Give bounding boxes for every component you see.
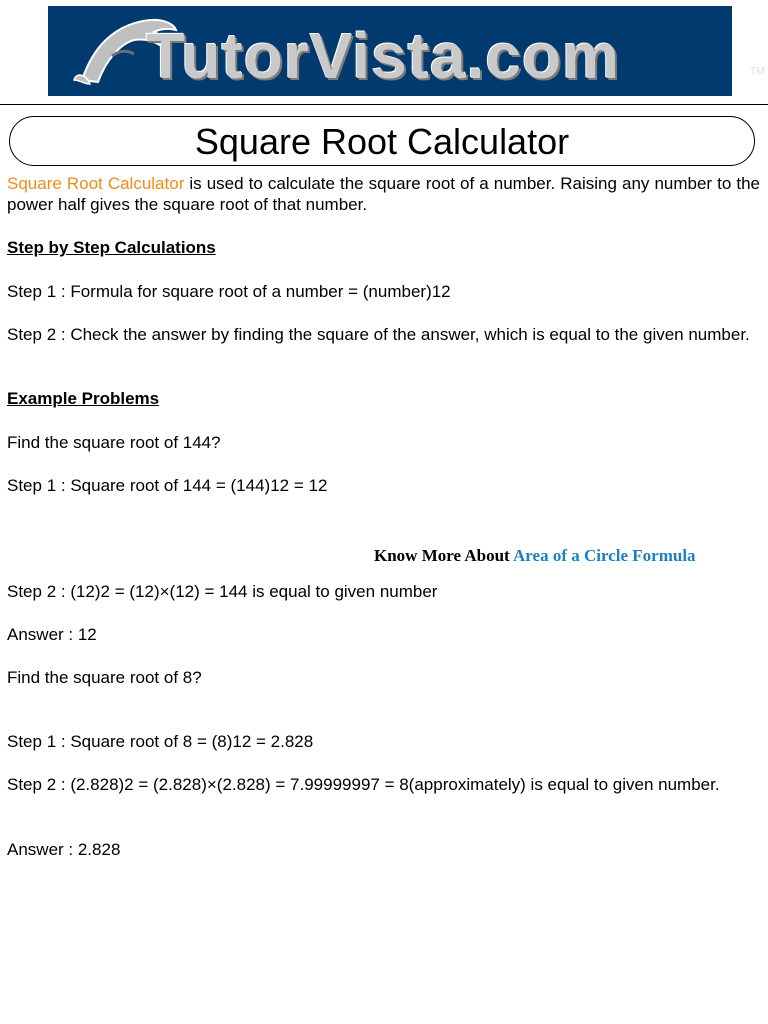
example-1-question: Find the square root of 144? <box>7 433 221 452</box>
formula-step-2: Step 2 : Check the answer by finding the square of the answer, which is equal to the given number. <box>7 325 750 344</box>
header-divider <box>0 104 768 105</box>
title-box <box>9 116 755 166</box>
know-more-prefix: Know More About <box>374 546 514 565</box>
example-2-question: Find the square root of 8? <box>7 668 202 687</box>
know-more-line <box>374 546 696 566</box>
example-1-step-2: Step 2 : (12)2 = (12)×(12) = 144 is equal to given number <box>7 582 438 601</box>
intro-highlight: Square Root Calculator <box>7 174 185 193</box>
area-of-circle-link[interactable]: Area of a Circle Formula <box>513 546 696 565</box>
tutorvista-banner <box>48 6 765 96</box>
trademark-mark: TM <box>750 66 765 77</box>
example-2-step-1: Step 1 : Square root of 8 = (8)12 = 2.828 <box>7 732 314 751</box>
page-title: Square Root Calculator <box>194 121 570 162</box>
example-2-step-2: Step 2 : (2.828)2 = (2.828)×(2.828) = 7.99999997 = 8(approximately) is equal to given number. <box>7 775 720 794</box>
site-logo-text: TutorVista.com <box>146 20 620 92</box>
example-2-answer: Answer : 2.828 <box>7 840 121 859</box>
section-heading-examples: Example Problems <box>7 389 160 408</box>
example-1-step-1: Step 1 : Square root of 144 = (144)12 = 12 <box>7 476 328 495</box>
example-1-answer: Answer : 12 <box>7 625 97 644</box>
formula-step-1: Step 1 : Formula for square root of a number = (number)12 <box>7 282 451 301</box>
intro-text: is used to calculate the square root of a number. Raising any number to the power half gives the square root of that number. <box>7 174 760 214</box>
section-heading-steps: Step by Step Calculations <box>7 238 216 257</box>
intro-paragraph <box>7 173 760 215</box>
